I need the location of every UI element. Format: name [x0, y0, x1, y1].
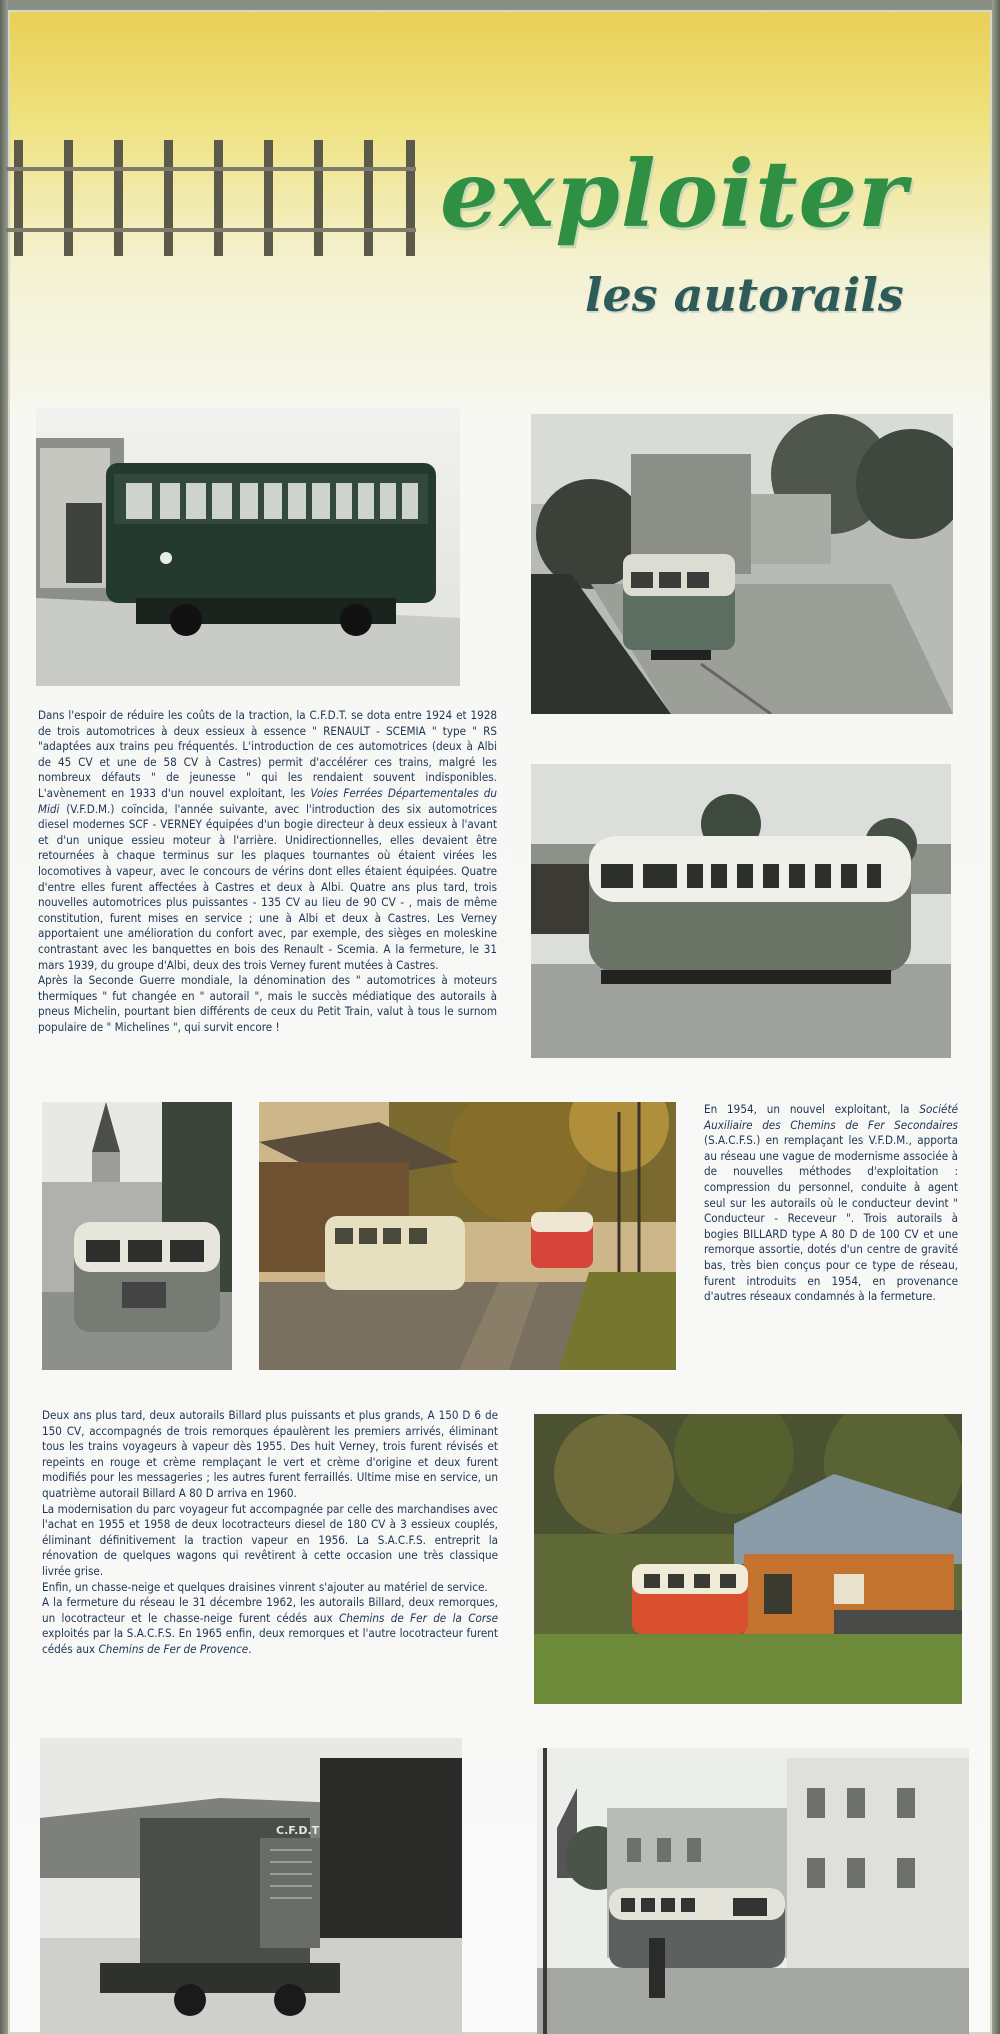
paragraph-autorails-origins: Dans l'espoir de réduire les coûts de la traction, la C.F.D.T. se dota entre 1924 et 1928 de trois automotrices à deux essieux à essence " RENAULT - SCEMIA " type " RS "adaptées aux trains peu fréquentés. L'introduction de ces automotrices (deux à Albi de 45 CV et une de 58 CV à Castres) permit d'accélérer ces trains, malgré les nombreux défauts " de jeunesse " qui les rendaient souvent indisponibles. L'avènement en 1933 d'un nouvel exploitant, les Voies Ferrées Départementales du Midi (V.F.D.M.) coïncida, l'année suivante, avec l'introduction des six automotrices diesel modernes SCF - VERNEY équipées d'un bogie directeur à deux essieux à l'avant et d'un unique essieu moteur à l'arrière. Unidirectionnelles, elles devaient être retournées à chaque terminus sur les plaques tournantes où étaient virées les locomotives à vapeur, avec le concours de vérins dont elles étaient équipées. Quatre d'entre elles furent affectées à Castres et deux à Albi. Quatre ans plus tard, trois nouvelles automotrices plus puissantes - 135 CV au lieu de 90 CV - , mais de même constitution, furent mises en service ; une à Albi et deux à Castres. Les Verney apportaient une amélioration du confort avec, par exemple, des sièges en moleskine contrastant avec les banquettes en bois des Renault - Scemia. A la fermeture, le 31 mars 1939, du groupe d'Albi, deux des trois Verney furent mutées à Castres. — [38, 708, 497, 972]
text-modernisation-fermeture — [42, 1408, 498, 1658]
paragraph-sacfs: En 1954, un nouvel exploitant, la Société Auxiliaire des Chemins de Fer Secondaires (S.A.C.F.S.) en remplaçant les V.F.D.M., apporta au réseau une vague de modernisme associée à de nouvelles méthodes d'exploitation : compression du personnel, conduite à agent seul sur les autorails où le conducteur devint " Conducteur - Receveur ". Trois autorails à bogies BILLARD type A 80 D de 100 CV et une remorque assortie, dotés d'un centre de gravité bas, très bien conçus pour ce type de réseau, furent introduits en 1954, en provenance d'autres réseaux condamnés à la fermeture. — [704, 1102, 958, 1304]
paragraph-fermeture: A la fermeture du réseau le 31 décembre 1962, les autorails Billard, deux remorques, un locotracteur et le chasse-neige furent cédés aux Chemins de Fer de la Corse exploités par la S.A.C.F.S. En 1965 enfin, deux remorques et l'autre locotracteur furent cédés aux Chemins de Fer de Provence. — [42, 1595, 498, 1656]
paragraph-chasse-neige: Enfin, un chasse-neige et quelques draisines vinrent s'ajouter au matériel de service. — [42, 1579, 488, 1594]
photo-billard-railcar-street — [537, 1748, 969, 2034]
photo-verney-railcar — [531, 764, 951, 1058]
page-subtitle: les autorails — [585, 268, 904, 322]
photo-railcar-church — [42, 1102, 232, 1370]
paragraph-billard: Deux ans plus tard, deux autorails Billard plus puissants et plus grands, A 150 D 6 de 150 CV, accompagnés de trois remorques épaulèrent les premiers arrivés, éliminant tous les trains voyageurs à vapeur dès 1955. Des huit Verney, trois furent révisés et repeints en rouge et crème remplaçant le vert et crème d'origine et deux furent modifiés pour les messageries ; les autres furent ferraillés. Ultime mise en service, un quatrième autorail Billard A 80 D arriva en 1960. — [42, 1408, 498, 1500]
text-history-1924-1939 — [38, 708, 497, 1035]
board-edge-left — [0, 0, 8, 2034]
paragraph-michelines: Après la Seconde Guerre mondiale, la dénomination des " automotrices à moteurs thermiques " fut changée en " autorail ", mais le succès médiatique des autorails à pneus Michelin, pourtant bien différents de ceux du Petit Train, valut à tous le surnom populaire de " Michelines ", qui survit encore ! — [38, 973, 497, 1034]
locotractor-plate-label: C.F.D.T — [276, 1824, 320, 1837]
board-edge-right — [992, 0, 1000, 2034]
photo-station-cream-red-railcars — [259, 1102, 676, 1370]
rail-track-icon — [6, 140, 416, 258]
photo-cfdt-locotractor — [40, 1738, 462, 2034]
photo-red-billard-station — [534, 1414, 962, 1704]
photo-renault-scemia-railcar — [36, 408, 460, 686]
text-sacfs-1954 — [704, 1102, 958, 1305]
photo-railcar-in-village — [531, 414, 953, 714]
page-title: exploiter — [440, 140, 908, 248]
paragraph-marchandises: La modernisation du parc voyageur fut accompagnée par celle des marchandises avec l'achat en 1955 et 1958 de deux locotracteurs diesel de 180 CV à 3 essieux couplés, éliminant définitivement la traction vapeur en 1956. La S.A.C.F.S. entreprit la rénovation de quelques wagons qui revêtirent à cette occasion une très classique livrée grise. — [42, 1501, 498, 1578]
